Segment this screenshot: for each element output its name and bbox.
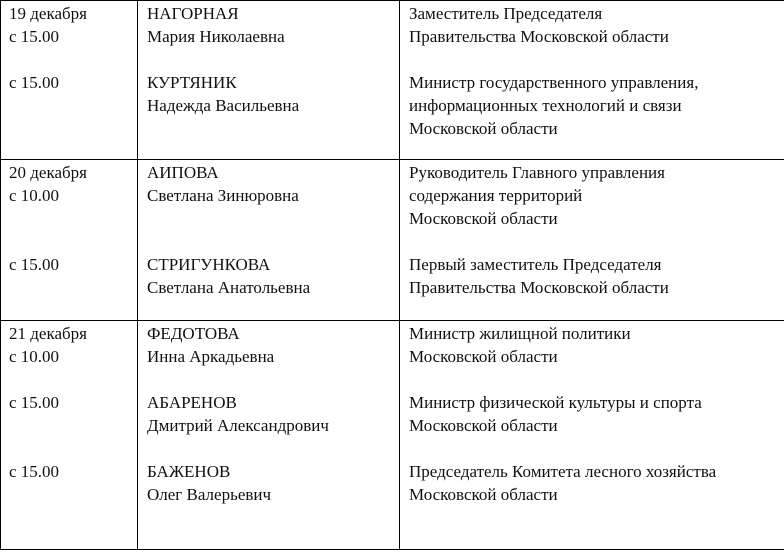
time-text: с 10.00 xyxy=(9,186,60,205)
appointment-entry xyxy=(1,161,784,230)
position-cell xyxy=(400,2,784,48)
given-name-text: Мария Николаевна xyxy=(147,27,285,46)
given-name-text: Светлана Анатольевна xyxy=(147,278,311,297)
date-time-cell xyxy=(1,161,138,230)
position-line: Первый заместитель Председателя xyxy=(409,255,662,274)
position-line: содержания территорий xyxy=(409,186,583,205)
position-cell xyxy=(400,322,784,368)
surname-text: КУРТЯНИК xyxy=(147,73,237,92)
appointment-entry xyxy=(1,460,784,506)
position-cell xyxy=(400,161,784,230)
appointment-entry xyxy=(1,322,784,368)
appointment-entry xyxy=(1,71,784,140)
date-time-cell xyxy=(1,322,138,368)
person-cell xyxy=(138,71,400,140)
date-text: 19 декабря xyxy=(9,4,87,23)
given-name-text: Дмитрий Александрович xyxy=(147,416,329,435)
surname-text: ФЕДОТОВА xyxy=(147,324,240,343)
time-text: с 15.00 xyxy=(9,255,60,274)
surname-text: АИПОВА xyxy=(147,163,219,182)
date-time-cell xyxy=(1,71,138,140)
position-cell xyxy=(400,391,784,437)
given-name-text: Светлана Зинюровна xyxy=(147,186,299,205)
time-text: с 15.00 xyxy=(9,462,60,481)
date-time-cell xyxy=(1,460,138,506)
position-line: Правительства Московской области xyxy=(409,27,669,46)
table-row xyxy=(0,1,784,160)
position-cell xyxy=(400,460,784,506)
given-name-text: Надежда Васильевна xyxy=(147,96,300,115)
person-cell xyxy=(138,391,400,437)
date-time-cell xyxy=(1,253,138,299)
date-time-cell xyxy=(1,391,138,437)
position-line: Московской области xyxy=(409,416,558,435)
date-text: 21 декабря xyxy=(9,324,87,343)
position-line: Московской области xyxy=(409,119,558,138)
position-line: Министр государственного управления, xyxy=(409,73,699,92)
surname-text: СТРИГУНКОВА xyxy=(147,255,271,274)
position-line: Руководитель Главного управления xyxy=(409,163,665,182)
position-line: Министр физической культуры и спорта xyxy=(409,393,702,412)
appointment-entry xyxy=(1,391,784,437)
position-cell xyxy=(400,71,784,140)
date-text: 20 декабря xyxy=(9,163,87,182)
time-text: с 15.00 xyxy=(9,27,60,46)
person-cell xyxy=(138,253,400,299)
time-text: с 10.00 xyxy=(9,347,60,366)
position-line: информационных технологий и связи xyxy=(409,96,682,115)
position-line: Московской области xyxy=(409,485,558,504)
person-cell xyxy=(138,2,400,48)
time-text: с 15.00 xyxy=(9,73,60,92)
position-line: Председатель Комитета лесного хозяйства xyxy=(409,462,717,481)
position-line: Министр жилищной политики xyxy=(409,324,631,343)
table-row xyxy=(0,160,784,321)
position-line: Московской области xyxy=(409,209,558,228)
date-time-cell xyxy=(1,2,138,48)
position-cell xyxy=(400,253,784,299)
position-line: Московской области xyxy=(409,347,558,366)
surname-text: АБАРЕНОВ xyxy=(147,393,237,412)
given-name-text: Олег Валерьевич xyxy=(147,485,272,504)
time-text: с 15.00 xyxy=(9,393,60,412)
surname-text: БАЖЕНОВ xyxy=(147,462,231,481)
surname-text: НАГОРНАЯ xyxy=(147,4,239,23)
given-name-text: Инна Аркадьевна xyxy=(147,347,275,366)
person-cell xyxy=(138,460,400,506)
position-line: Правительства Московской области xyxy=(409,278,669,297)
appointment-entry xyxy=(1,2,784,48)
position-line: Заместитель Председателя xyxy=(409,4,603,23)
appointment-entry xyxy=(1,253,784,299)
table-row xyxy=(0,321,784,550)
person-cell xyxy=(138,322,400,368)
person-cell xyxy=(138,161,400,230)
